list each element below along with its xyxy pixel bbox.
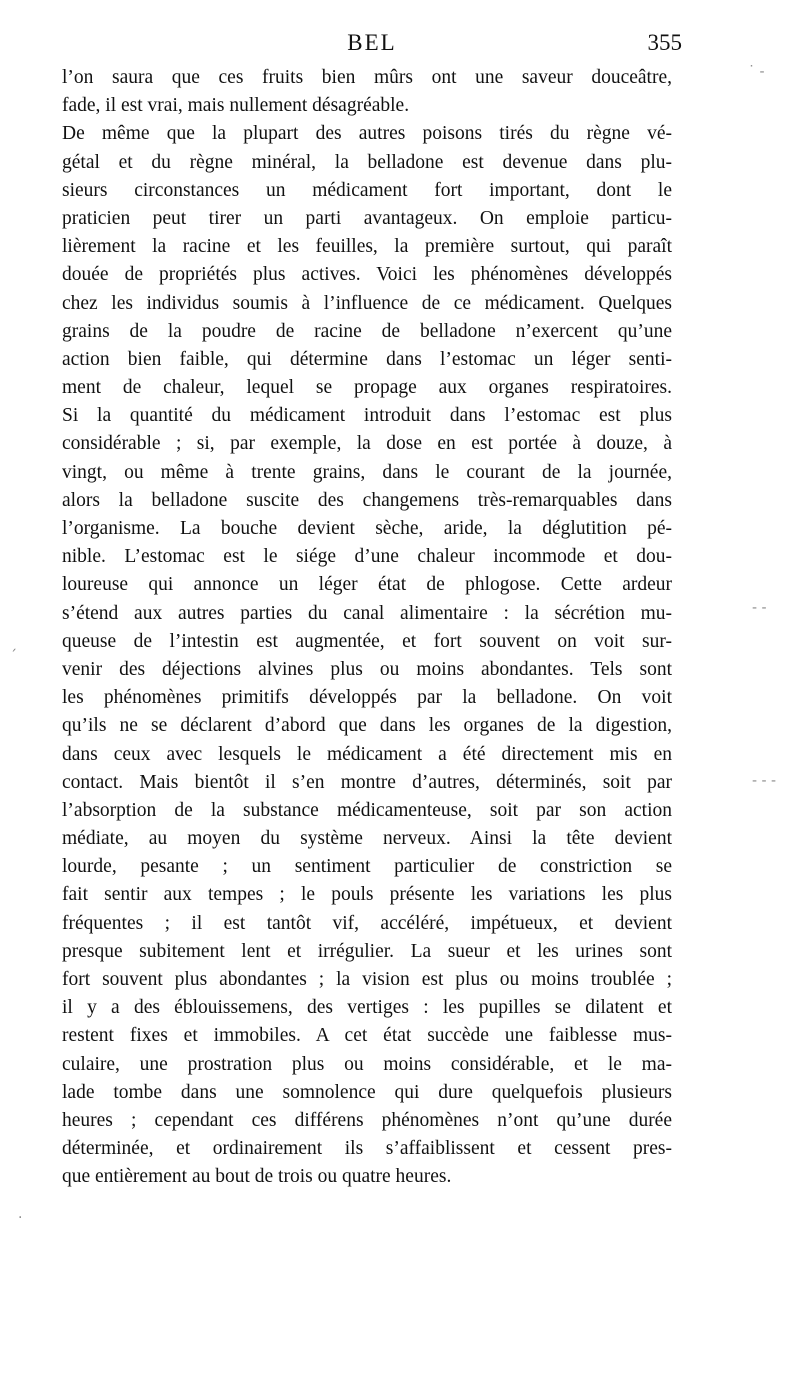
- text-line: gétal et du règne minéral, la belladone est devenue dans plu-: [62, 151, 672, 173]
- text-line: chez les individus soumis à l’influence de ce médicament. Quelques: [62, 292, 672, 314]
- text-line: restent fixes et immobiles. A cet état succède une faiblesse mus-: [62, 1025, 672, 1047]
- text-line: l’organisme. La bouche devient sèche, aride, la déglutition pé-: [62, 518, 672, 539]
- text-line: lièrement la racine et les feuilles, la première surtout, qui paraît: [62, 236, 672, 258]
- text-line: presque subitement lent et irrégulier. La sueur et les urines sont: [62, 940, 672, 962]
- text-line: heures ; cependant ces différens phénomènes n’ont qu’une durée: [62, 1109, 672, 1131]
- page-number: 355: [647, 30, 682, 55]
- text-line: dans ceux avec lesquels le médicament a été directement mis en: [62, 743, 672, 765]
- scan-speck: ·: [18, 1210, 23, 1226]
- text-line: lourde, pesante ; un sentiment particulier de constriction se: [62, 856, 672, 878]
- text-line: nible. L’estomac est le siége d’une chaleur incommode et dou-: [62, 546, 672, 568]
- text-line: déterminée, et ordinairement ils s’affaiblissent et cessent pres-: [62, 1138, 672, 1160]
- text-line: qu’ils ne se déclarent d’abord que dans les organes de la digestion,: [62, 715, 672, 737]
- text-line: queuse de l’intestin est augmentée, et fort souvent on voit sur-: [62, 630, 672, 652]
- scan-speck: - - -: [752, 773, 777, 789]
- text-line: l’absorption de la substance médicamenteuse, soit par son action: [62, 799, 672, 821]
- text-line: fort souvent plus abondantes ; la vision est plus ou moins troublée ;: [62, 969, 672, 990]
- text-line: fade, il est vrai, mais nullement désagréable.: [62, 95, 410, 117]
- text-line: fréquentes ; il est tantôt vif, accéléré, impétueux, et devient: [62, 912, 672, 934]
- text-line: que entièrement au bout de trois ou quatre heures.: [62, 1166, 452, 1188]
- page-header: [62, 30, 682, 60]
- text-line: il y a des éblouissemens, des vertiges : les pupilles se dilatent et: [62, 997, 672, 1019]
- text-line: Si la quantité du médicament introduit dans l’estomac est plus: [62, 405, 672, 427]
- text-line: praticien peut tirer un parti avantageux. On emploie particu-: [62, 207, 672, 229]
- scan-speck: ˏ: [10, 636, 17, 652]
- text-line: De même que la plupart des autres poisons tirés du règne vé-: [62, 123, 672, 145]
- text-line: l’on saura que ces fruits bien mûrs ont une saveur douceâtre,: [62, 67, 672, 88]
- text-line: lade tombe dans une somnolence qui dure quelquefois plusieurs: [62, 1081, 672, 1103]
- text-line: vingt, ou même à trente grains, dans le courant de la journée,: [62, 461, 672, 483]
- text-line: s’étend aux autres parties du canal alimentaire : la sécrétion mu-: [62, 602, 672, 624]
- text-line: douée de propriétés plus actives. Voici les phénomènes développés: [62, 264, 672, 286]
- text-line: contact. Mais bientôt il s’en montre d’autres, déterminés, soit par: [62, 771, 672, 793]
- text-line: considérable ; si, par exemple, la dose en est portée à douze, à: [62, 433, 672, 455]
- text-line: culaire, une prostration plus ou moins considérable, et le ma-: [62, 1053, 672, 1075]
- text-line: fait sentir aux tempes ; le pouls présente les variations les plus: [62, 884, 672, 906]
- running-head: BEL: [347, 30, 397, 55]
- text-line: sieurs circonstances un médicament fort important, dont le: [62, 179, 672, 201]
- text-line: venir des déjections alvines plus ou moins abondantes. Tels sont: [62, 658, 672, 680]
- text-line: les phénomènes primitifs développés par la belladone. On voit: [62, 687, 672, 709]
- text-line: ment de chaleur, lequel se propage aux organes respiratoires.: [62, 377, 672, 399]
- text-line: loureuse qui annonce un léger état de phlogose. Cette ardeur: [62, 574, 672, 596]
- text-line: médiate, au moyen du système nerveux. Ainsi la tête devient: [62, 828, 672, 850]
- text-line: grains de la poudre de racine de belladone n’exercent qu’une: [62, 320, 672, 342]
- body-text: [62, 64, 672, 1192]
- scan-speck: ˙ -: [748, 64, 765, 80]
- text-line: action bien faible, qui détermine dans l’estomac un léger senti-: [62, 348, 672, 370]
- text-line: alors la belladone suscite des changemens très-remarquables dans: [62, 489, 672, 511]
- scan-speck: - -: [752, 600, 767, 616]
